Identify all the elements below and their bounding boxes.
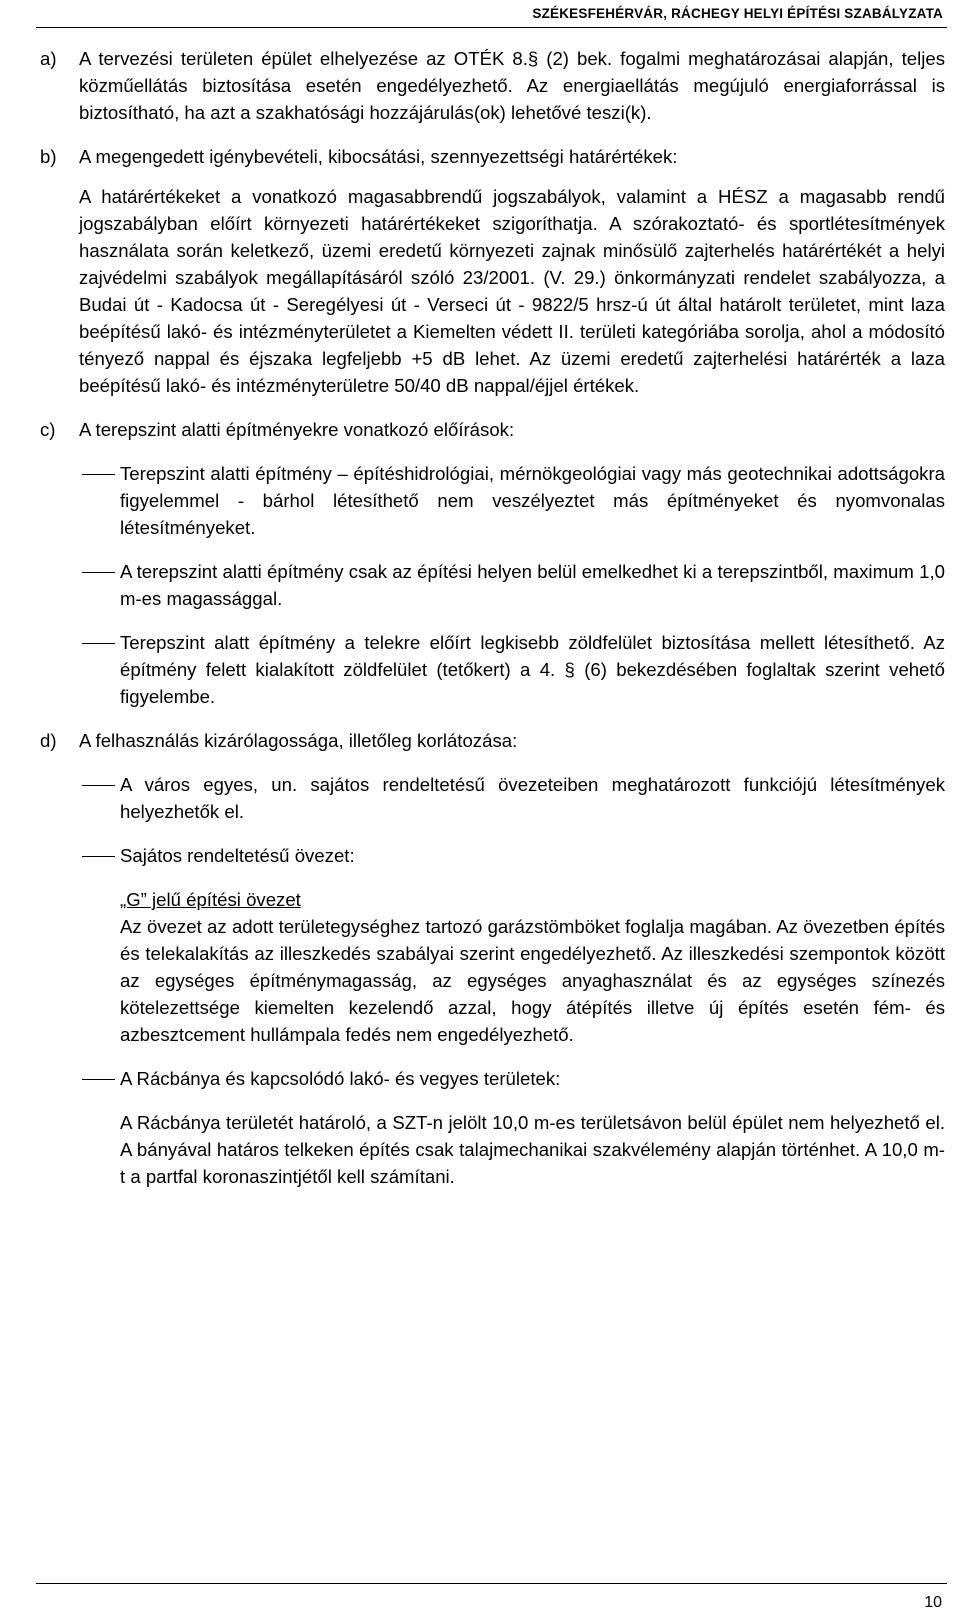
section-b-text: A határértékeket a vonatkozó magasabbrendű jogszabályok, valamint a HÉSZ a magasabb rendű jogszabályban előírt környezeti határértékeket szigoríthatja. A szórakoztató- és sportlétesítmények használata során keletkező, üzemi eredetű környezeti zajnak minősülő zajterhelés határértékét a helyi zajvédelmi szabályok megállapításáról szóló 23/2001. (V. 29.) önkormányzati rendelet szabályozza, a Budai út - Kadocsa út - Seregélyesi út - Verseci út - 9822/5 hrsz-ú út által határolt területet, mint laza beépítésű lakó- és intézményterületet a Kiemelten védett II. területi kategóriába sorolja, ahol a módosító tényező nappal és éjszaka legfeljebb +5 dB lehet. Az üzemi eredetű zajterhelési határérték a laza beépítésű lakó- és intézményterületre 50/40 dB nappal/éjjel értékek. <box>79 186 945 396</box>
section-d-label: d) <box>40 730 57 751</box>
section-a <box>40 45 945 126</box>
bullet-text: A Rácbánya és kapcsolódó lakó- és vegyes területek: <box>120 1068 561 1089</box>
header-rule <box>36 27 947 28</box>
dash-bullet-icon <box>80 558 120 585</box>
section-c-bullet-1 <box>80 460 945 541</box>
section-d-bullet-3 <box>80 1065 945 1092</box>
section-d <box>40 727 945 754</box>
section-b <box>40 143 945 399</box>
section-d-heading: A felhasználás kizárólagossága, illetőleg korlátozása: <box>79 730 518 751</box>
zone-g-block <box>120 886 945 1048</box>
footer-rule <box>36 1583 947 1584</box>
bullet-text: Terepszint alatt építmény a telekre előírt legkisebb zöldfelület biztosítása mellett létesíthető. Az építmény felett kialakított zöldfelület (tetőkert) a 4. § (6) bekezdésében foglaltak szerint vehető figyelembe. <box>120 632 945 707</box>
zone-g-text: Az övezet az adott területegységhez tartozó garázstömböket foglalja magában. Az övezetben építés és telekalakítás az illeszkedés szabályai szerint engedélyezhető. Az illeszkedési szempontok között az egységes építménymagasság, az egységes anyaghasználat és az egységes színezés kötelezettsége kiemelten kezelendő azzal, hogy átépítés illetve új építés esetén fém- és azbesztcement hullámpala fedés nem engedélyezhető. <box>120 916 945 1045</box>
section-b-heading: A megengedett igénybevételi, kibocsátási, szennyezettségi határértékek: <box>79 146 678 167</box>
section-b-label: b) <box>40 146 57 167</box>
racbanya-block <box>120 1109 945 1190</box>
racbanya-text: A Rácbánya területét határoló, a SZT-n jelölt 10,0 m-es területsávon belül épület nem helyezhető el. A bányával határos telkeken építés csak talajmechanikai szakvélemény alapján történhet. A 10,0 m-t a partfal koronaszintjétől kell számítani. <box>120 1112 945 1187</box>
dash-bullet-icon <box>80 1065 120 1092</box>
document-body <box>40 45 945 1190</box>
section-d-bullet-1 <box>80 771 945 825</box>
dash-bullet-icon <box>80 460 120 487</box>
dash-bullet-icon <box>80 629 120 656</box>
section-a-label: a) <box>40 48 57 69</box>
dash-bullet-icon <box>80 842 120 869</box>
running-header: SZÉKESFEHÉRVÁR, RÁCHEGY HELYI ÉPÍTÉSI SZABÁLYZATA <box>532 6 943 21</box>
section-c-heading: A terepszint alatti építményekre vonatkozó előírások: <box>79 419 515 440</box>
section-d-bullet-2 <box>80 842 945 869</box>
bullet-text: Terepszint alatti építmény – építéshidrológiai, mérnökgeológiai vagy más geotechnikai adottságokra figyelemmel - bárhol létesíthető nem veszélyeztet más építményeket és nyomvonalas létesítményeket. <box>120 463 945 538</box>
bullet-text: A terepszint alatti építmény csak az építési helyen belül emelkedhet ki a terepszintből, maximum 1,0 m-es magassággal. <box>120 561 945 609</box>
dash-bullet-icon <box>80 771 120 798</box>
section-c <box>40 416 945 443</box>
section-c-bullet-2 <box>80 558 945 612</box>
zone-g-title: „G” jelű építési övezet <box>120 889 301 910</box>
bullet-text: Sajátos rendeltetésű övezet: <box>120 845 355 866</box>
section-c-bullet-3 <box>80 629 945 710</box>
section-c-label: c) <box>40 419 56 440</box>
section-a-text: A tervezési területen épület elhelyezése az OTÉK 8.§ (2) bek. fogalmi meghatározásai alapján, teljes közműellátás biztosítása esetén engedélyezhető. Az energiaellátás megújuló energiaforrással is biztosítható, ha azt a szakhatósági hozzájárulás(ok) lehetővé teszi(k). <box>79 48 945 123</box>
page-number: 10 <box>924 1594 942 1611</box>
bullet-text: A város egyes, un. sajátos rendeltetésű övezeteiben meghatározott funkciójú létesítmények helyezhetők el. <box>120 774 945 822</box>
